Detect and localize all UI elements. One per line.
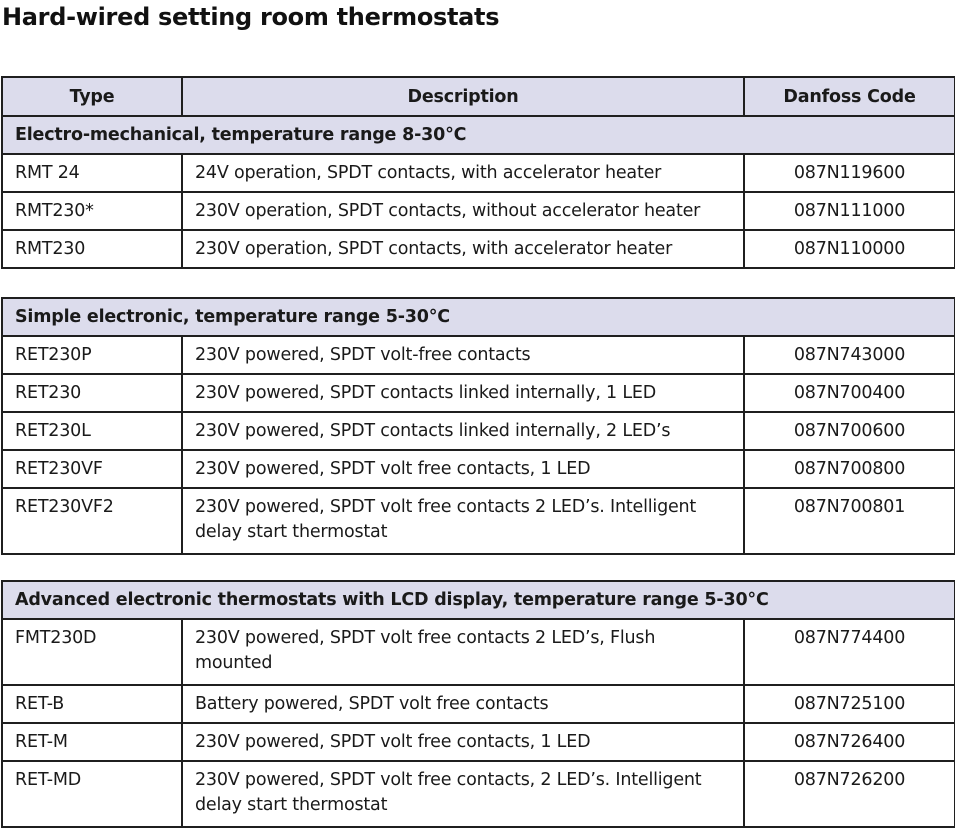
table-row — [2, 761, 955, 827]
cell-type: RET-MD — [2, 761, 182, 827]
cell-type: RET230VF — [2, 450, 182, 488]
section-header-row — [2, 298, 955, 336]
column-header-type: Type — [2, 77, 182, 116]
table-row — [2, 154, 955, 192]
table-row — [2, 488, 955, 554]
thermostat-table-simple-electronic — [1, 297, 955, 555]
cell-description: 230V powered, SPDT volt free contacts, 1 LED — [182, 723, 744, 761]
cell-description: 230V powered, SPDT volt free contacts, 1 LED — [182, 450, 744, 488]
cell-type: RET230P — [2, 336, 182, 374]
section-header-row — [2, 581, 955, 619]
table-row — [2, 723, 955, 761]
cell-code: 087N700600 — [744, 412, 955, 450]
cell-type: RET230L — [2, 412, 182, 450]
table-row — [2, 374, 955, 412]
cell-description: 230V powered, SPDT volt free contacts, 2 LED’s. Intelligent delay start thermostat — [182, 761, 744, 827]
cell-code: 087N726200 — [744, 761, 955, 827]
cell-type: RET230 — [2, 374, 182, 412]
section-label: Electro-mechanical, temperature range 8-30°C — [2, 116, 955, 154]
cell-description: 230V operation, SPDT contacts, with accelerator heater — [182, 230, 744, 268]
cell-description: 230V powered, SPDT volt-free contacts — [182, 336, 744, 374]
cell-type: RET-M — [2, 723, 182, 761]
column-header-description: Description — [182, 77, 744, 116]
cell-description: 230V powered, SPDT volt free contacts 2 LED’s, Flush mounted — [182, 619, 744, 685]
cell-type: RMT 24 — [2, 154, 182, 192]
cell-code: 087N700801 — [744, 488, 955, 554]
cell-description: Battery powered, SPDT volt free contacts — [182, 685, 744, 723]
cell-type: RMT230* — [2, 192, 182, 230]
cell-code: 087N774400 — [744, 619, 955, 685]
cell-type: FMT230D — [2, 619, 182, 685]
thermostat-table-electro-mechanical — [1, 76, 955, 269]
section-label: Advanced electronic thermostats with LCD display, temperature range 5-30°C — [2, 581, 955, 619]
cell-code: 087N700800 — [744, 450, 955, 488]
cell-code: 087N700400 — [744, 374, 955, 412]
cell-description: 230V operation, SPDT contacts, without accelerator heater — [182, 192, 744, 230]
cell-type: RET-B — [2, 685, 182, 723]
thermostat-table-advanced-electronic — [1, 580, 955, 828]
table-row — [2, 192, 955, 230]
cell-type: RMT230 — [2, 230, 182, 268]
cell-description: 230V powered, SPDT contacts linked internally, 1 LED — [182, 374, 744, 412]
cell-description: 230V powered, SPDT volt free contacts 2 LED’s. Intelligent delay start thermostat — [182, 488, 744, 554]
cell-code: 087N725100 — [744, 685, 955, 723]
page-title: Hard-wired setting room thermostats — [2, 3, 500, 31]
cell-type: RET230VF2 — [2, 488, 182, 554]
column-header-code: Danfoss Code — [744, 77, 955, 116]
cell-description: 230V powered, SPDT contacts linked internally, 2 LED’s — [182, 412, 744, 450]
table-row — [2, 412, 955, 450]
table-row — [2, 230, 955, 268]
table-row — [2, 685, 955, 723]
table-row — [2, 619, 955, 685]
section-label: Simple electronic, temperature range 5-30°C — [2, 298, 955, 336]
cell-code: 087N111000 — [744, 192, 955, 230]
cell-description: 24V operation, SPDT contacts, with accelerator heater — [182, 154, 744, 192]
cell-code: 087N726400 — [744, 723, 955, 761]
table-header-row — [2, 77, 955, 116]
cell-code: 087N743000 — [744, 336, 955, 374]
section-header-row — [2, 116, 955, 154]
table-row — [2, 450, 955, 488]
cell-code: 087N119600 — [744, 154, 955, 192]
table-row — [2, 336, 955, 374]
cell-code: 087N110000 — [744, 230, 955, 268]
